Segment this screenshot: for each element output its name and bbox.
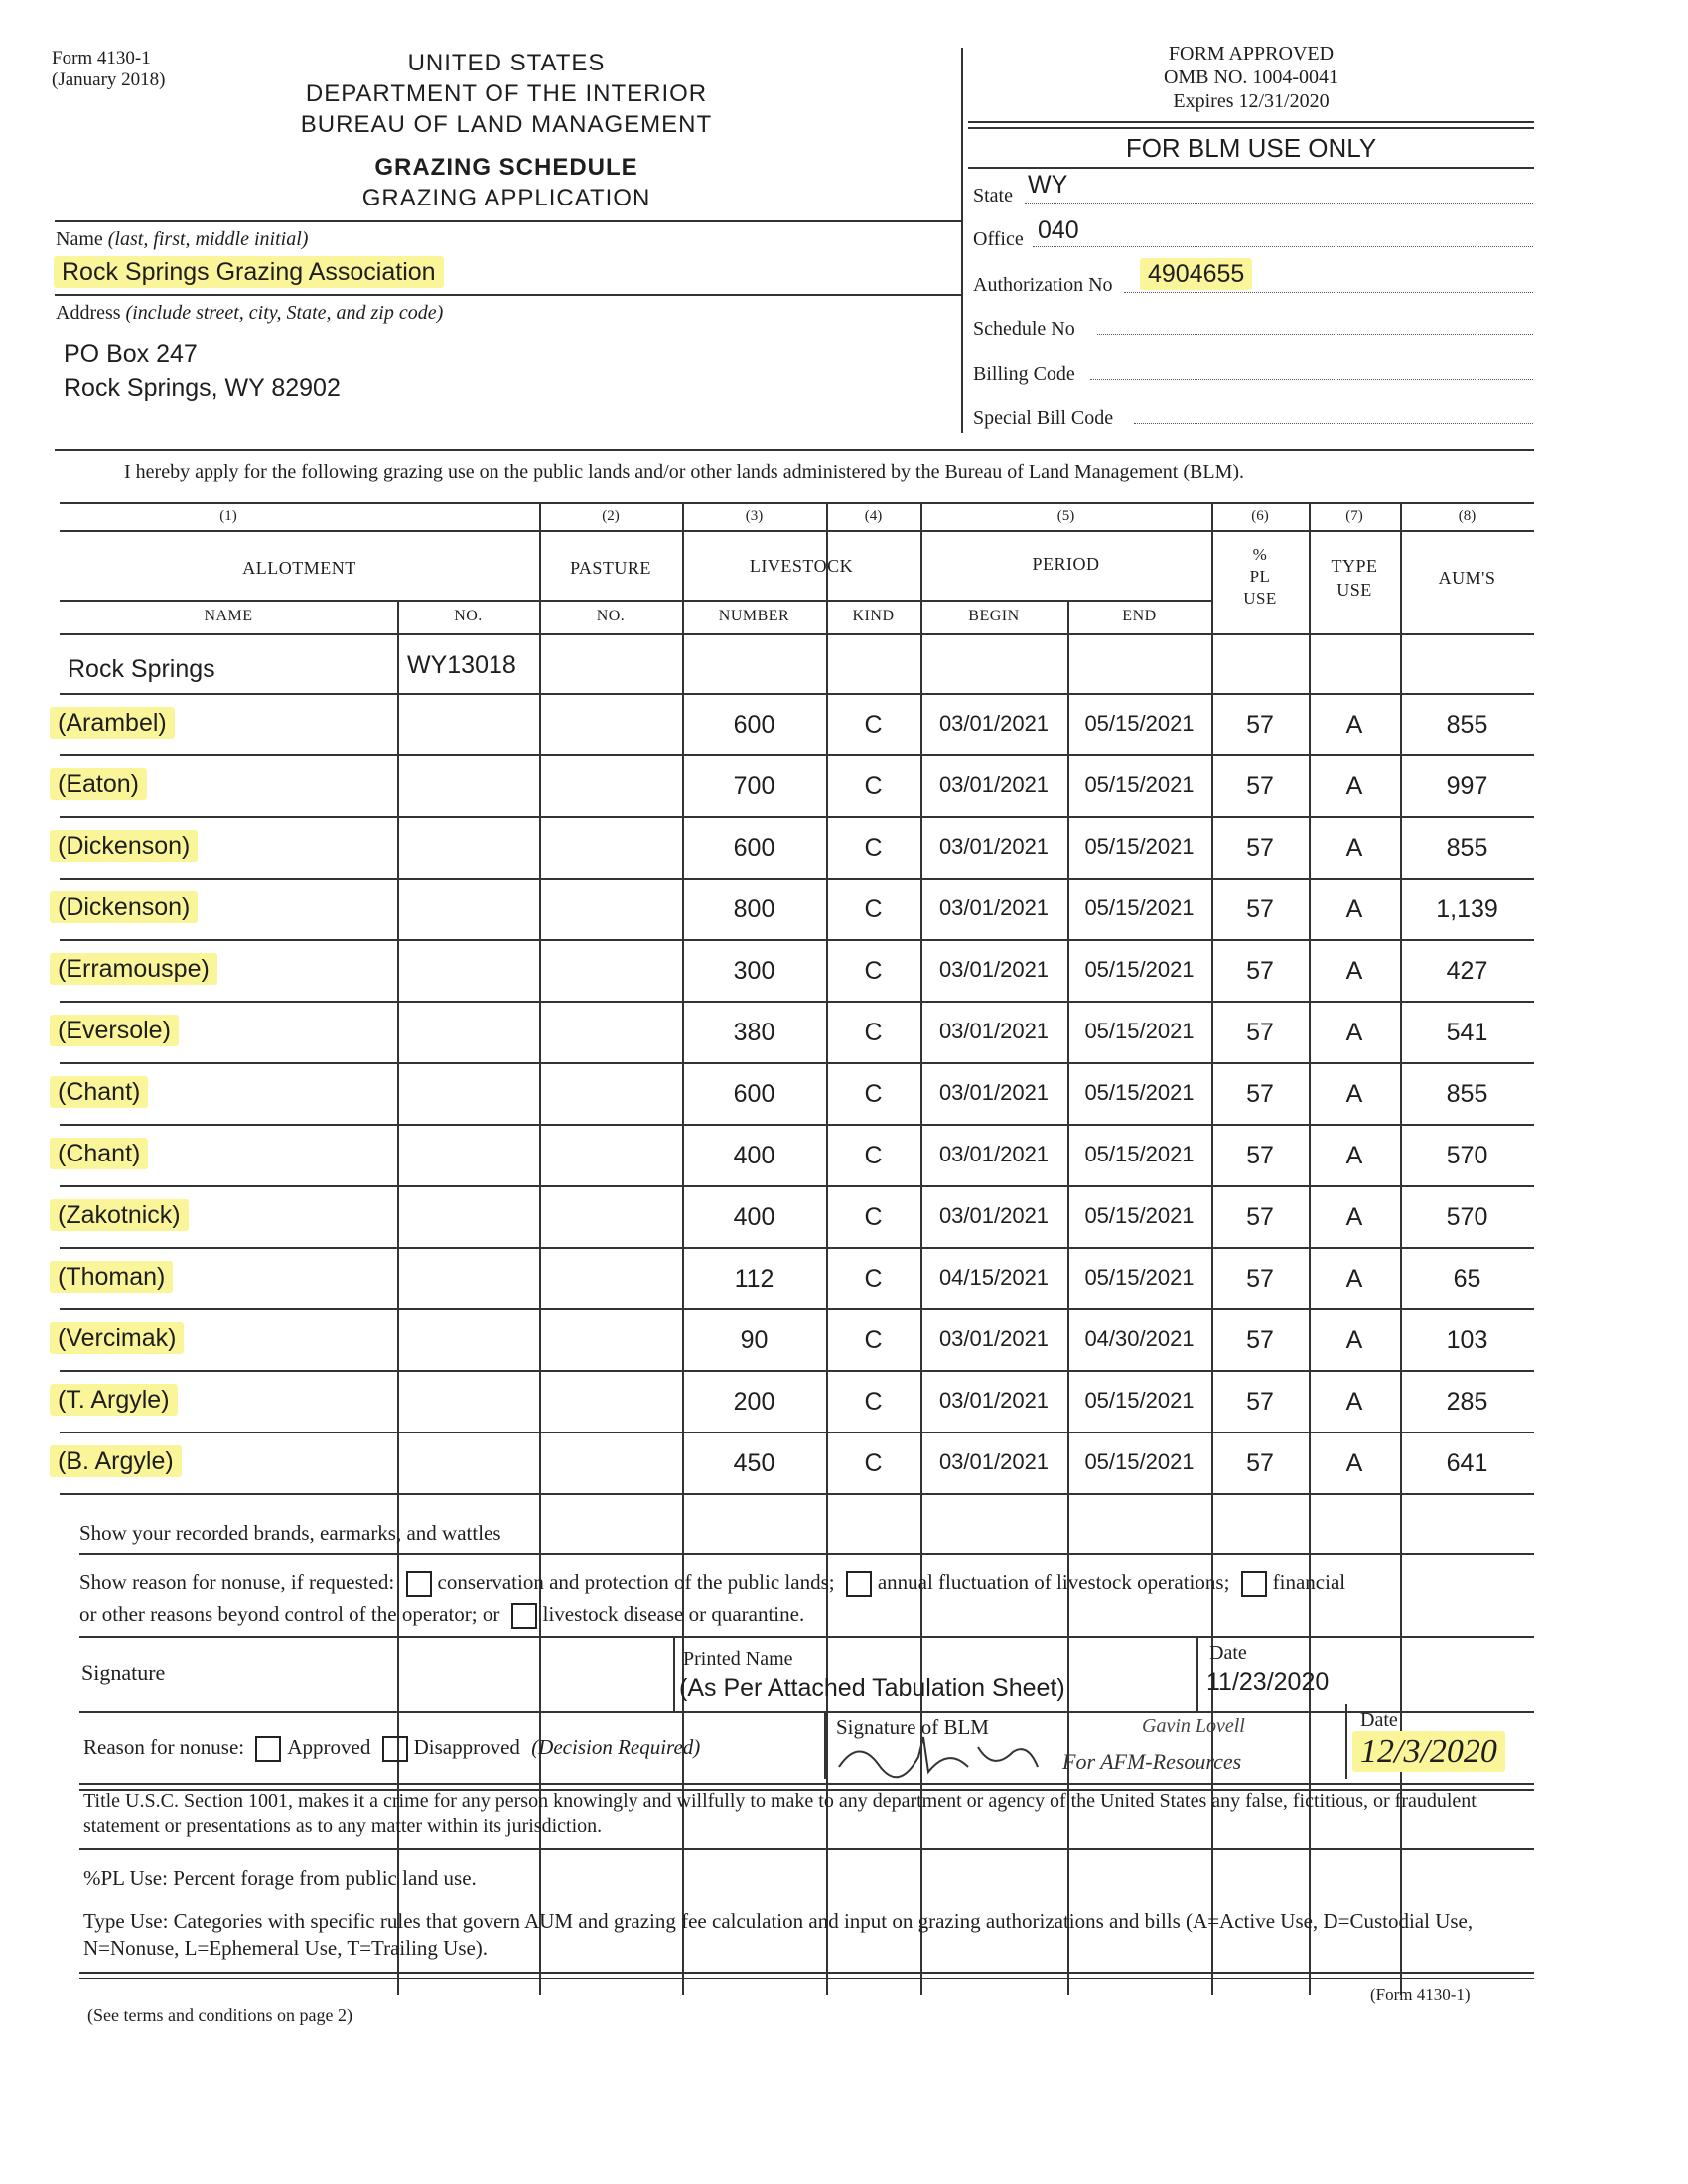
- state-line: [1025, 203, 1533, 204]
- grid-line: [60, 1370, 1534, 1372]
- cell-pl: 57: [1246, 895, 1274, 923]
- name-hint: (last, first, middle initial): [107, 228, 309, 250]
- rule: [55, 449, 1534, 451]
- nonuse-block: [79, 1567, 1345, 1630]
- approval-line-1: FORM APPROVED: [1168, 43, 1335, 65]
- conservation-label: conservation and protection of the public lands;: [437, 1570, 835, 1594]
- grid-col: [1067, 600, 1069, 1995]
- header-allotment: ALLOTMENT: [242, 558, 356, 578]
- cell-type: A: [1345, 895, 1363, 923]
- applicant-name: Rock Springs Grazing Association: [54, 258, 444, 287]
- pasture-name: (Dickenson): [50, 893, 198, 922]
- header-divider: [961, 48, 963, 433]
- pasture-name: (Dickenson): [50, 832, 198, 861]
- grid-col: [673, 1638, 675, 1711]
- cell-begin: 04/15/2021: [938, 1265, 1050, 1290]
- cell-aums: 570: [1446, 1142, 1488, 1169]
- office-value: 040: [1038, 216, 1079, 244]
- rule: [79, 1972, 1534, 1974]
- cell-number: 600: [733, 711, 775, 739]
- grid-line: [60, 939, 1534, 941]
- grid-line: [60, 633, 1534, 635]
- cell-end: 04/30/2021: [1084, 1326, 1195, 1351]
- form-title-2: GRAZING APPLICATION: [361, 185, 651, 211]
- agency-line-3: BUREAU OF LAND MANAGEMENT: [300, 111, 713, 138]
- cell-aums: 855: [1446, 711, 1488, 739]
- form-date: (January 2018): [52, 69, 166, 90]
- subheader-end: END: [1122, 608, 1157, 624]
- grid-line: [60, 816, 1534, 818]
- nonuse-other: or other reasons beyond control of the operator; or: [79, 1602, 500, 1626]
- cell-aums: 570: [1446, 1203, 1488, 1231]
- cell-type: A: [1345, 1142, 1363, 1169]
- form-id-block: [52, 48, 166, 91]
- cell-pl: 57: [1246, 1080, 1274, 1108]
- cell-pl: 57: [1246, 1449, 1274, 1477]
- col-num-5: (5): [1056, 508, 1075, 524]
- fluctuation-label: annual fluctuation of livestock operations;: [877, 1570, 1230, 1594]
- authorization-line: [1124, 292, 1533, 293]
- col-num-6: (6): [1251, 508, 1269, 524]
- grid-col: [824, 1711, 826, 1779]
- sig-date-label: Date: [1209, 1642, 1247, 1664]
- cell-begin: 03/01/2021: [938, 711, 1050, 736]
- header-type: TYPE: [1331, 556, 1378, 576]
- cell-kind: C: [864, 957, 883, 985]
- disease-checkbox[interactable]: [511, 1603, 537, 1629]
- cell-aums: 641: [1446, 1449, 1488, 1477]
- cell-type: A: [1345, 834, 1363, 862]
- cell-kind: C: [864, 1019, 883, 1046]
- pl-use-note: %PL Use: Percent forage from public land use.: [83, 1866, 477, 1890]
- grid-col: [539, 502, 541, 1995]
- blm-date-value: 12/3/2020: [1352, 1733, 1505, 1771]
- cell-aums: 1,139: [1436, 895, 1498, 923]
- cell-end: 05/15/2021: [1084, 1265, 1195, 1290]
- cell-kind: C: [864, 834, 883, 862]
- address-line-1: PO Box 247: [64, 341, 198, 368]
- blm-signer-name: Gavin Lovell: [1142, 1715, 1245, 1737]
- name-label-block: [56, 228, 308, 251]
- cell-aums: 855: [1446, 834, 1488, 862]
- cell-kind: C: [864, 1326, 883, 1354]
- header-pl-use: [1211, 544, 1309, 610]
- cell-type: A: [1345, 1388, 1363, 1416]
- cell-kind: C: [864, 1203, 883, 1231]
- cell-aums: 65: [1453, 1265, 1481, 1293]
- grid-line: [60, 1062, 1534, 1064]
- cell-number: 112: [734, 1265, 774, 1293]
- allotment-no: WY13018: [407, 651, 516, 679]
- cell-pl: 57: [1246, 1388, 1274, 1416]
- header-period: PERIOD: [1032, 554, 1100, 574]
- cell-pl: 57: [1246, 1203, 1274, 1231]
- rule: [968, 167, 1534, 169]
- rule: [79, 1711, 1534, 1713]
- cell-begin: 03/01/2021: [938, 1019, 1050, 1043]
- grid-line: [60, 1185, 1534, 1187]
- authorization-value: 4904655: [1140, 260, 1252, 289]
- subheader-number: NUMBER: [718, 608, 790, 624]
- legal-notice: Title U.S.C. Section 1001, makes it a crime for any person knowingly and willfully to make to any department or agency of the United States any false, fictitious, or fraudulent statement or presentations as to any matter within its jurisdiction.: [83, 1790, 1477, 1837]
- grid-line: [60, 878, 1534, 880]
- pasture-name: (Thoman): [50, 1263, 173, 1292]
- cell-number: 700: [733, 772, 775, 800]
- schedule-label: Schedule No: [973, 318, 1075, 340]
- pasture-name: (Chant): [50, 1140, 148, 1168]
- cell-number: 90: [740, 1326, 769, 1354]
- blm-use-heading: FOR BLM USE ONLY: [1125, 133, 1377, 163]
- col-num-3: (3): [745, 508, 764, 524]
- col-num-7: (7): [1345, 508, 1363, 524]
- approval-line-3: Expires 12/31/2020: [1173, 90, 1330, 112]
- cell-type: A: [1345, 1203, 1363, 1231]
- cell-end: 05/15/2021: [1084, 834, 1195, 859]
- cell-begin: 03/01/2021: [938, 895, 1050, 920]
- form-title-1: GRAZING SCHEDULE: [374, 154, 638, 181]
- rule: [968, 127, 1534, 129]
- subheader-begin: BEGIN: [968, 608, 1020, 624]
- header-livestock: LIVESTOCK: [749, 556, 854, 576]
- allotment-name: Rock Springs: [68, 655, 215, 683]
- grid-line: [60, 754, 1534, 756]
- agency-line-1: UNITED STATES: [407, 50, 606, 76]
- cell-kind: C: [864, 1080, 883, 1108]
- pasture-name: (B. Argyle): [50, 1447, 182, 1476]
- cell-begin: 03/01/2021: [938, 1142, 1050, 1166]
- cell-number: 600: [733, 1080, 775, 1108]
- rule: [79, 1553, 1534, 1555]
- cell-pl: 57: [1246, 1326, 1274, 1354]
- pasture-name: (Arambel): [50, 709, 175, 738]
- cell-kind: C: [864, 772, 883, 800]
- rule: [79, 1636, 1534, 1638]
- cell-kind: C: [864, 1449, 883, 1477]
- header-aums: AUM'S: [1438, 568, 1496, 588]
- subheader-name: NAME: [204, 608, 253, 624]
- grid-line: [60, 1001, 1534, 1003]
- cell-pl: 57: [1246, 834, 1274, 862]
- fluctuation-checkbox[interactable]: [846, 1571, 872, 1597]
- cell-pl: 57: [1246, 1142, 1274, 1169]
- disease-label: livestock disease or quarantine.: [542, 1602, 805, 1626]
- cell-number: 300: [733, 957, 775, 985]
- decision-required: (Decision Required): [531, 1735, 701, 1759]
- header-pl-use-word: USE: [1243, 589, 1277, 608]
- cell-pl: 57: [1246, 711, 1274, 739]
- cell-type: A: [1345, 1265, 1363, 1293]
- cell-number: 200: [733, 1388, 775, 1416]
- approved-label: Approved: [287, 1735, 371, 1759]
- blm-date-label: Date: [1360, 1709, 1398, 1731]
- agency-line-2: DEPARTMENT OF THE INTERIOR: [305, 80, 708, 107]
- cell-begin: 03/01/2021: [938, 957, 1050, 982]
- cell-pl: 57: [1246, 957, 1274, 985]
- pasture-name: (Vercimak): [50, 1324, 184, 1353]
- col-num-2: (2): [602, 508, 620, 524]
- state-value: WY: [1028, 171, 1068, 199]
- decision-block: [83, 1735, 700, 1762]
- cell-number: 400: [733, 1203, 775, 1231]
- cell-end: 05/15/2021: [1084, 1080, 1195, 1105]
- cell-type: A: [1345, 711, 1363, 739]
- cell-begin: 03/01/2021: [938, 1449, 1050, 1474]
- subheader-kind: KIND: [852, 608, 895, 624]
- cell-aums: 427: [1446, 957, 1488, 985]
- address-line-2: Rock Springs, WY 82902: [64, 374, 341, 402]
- pasture-name: (Eversole): [50, 1017, 179, 1045]
- cell-kind: C: [864, 1388, 883, 1416]
- cell-kind: C: [864, 1142, 883, 1169]
- cell-pl: 57: [1246, 772, 1274, 800]
- col-num-8: (8): [1458, 508, 1477, 524]
- grid-col: [1196, 1638, 1198, 1711]
- approved-checkbox[interactable]: [255, 1736, 281, 1762]
- cell-type: A: [1345, 957, 1363, 985]
- terms-note: (See terms and conditions on page 2): [87, 2005, 352, 2025]
- grid-line: [60, 502, 1534, 504]
- cell-number: 450: [733, 1449, 775, 1477]
- pasture-name: (Eaton): [50, 770, 147, 799]
- office-label: Office: [973, 228, 1024, 250]
- cell-type: A: [1345, 772, 1363, 800]
- grid-line: [60, 1247, 1534, 1249]
- rule: [79, 1978, 1534, 1979]
- name-label: Name: [56, 228, 103, 250]
- cell-end: 05/15/2021: [1084, 1449, 1195, 1474]
- disapproved-checkbox[interactable]: [382, 1736, 408, 1762]
- schedule-line: [1097, 334, 1533, 335]
- pasture-name: (Chant): [50, 1078, 148, 1107]
- header-type-use: [1309, 554, 1400, 602]
- rule: [968, 121, 1534, 123]
- blm-signature-label: Signature of BLM: [836, 1715, 989, 1739]
- cell-end: 05/15/2021: [1084, 1019, 1195, 1043]
- cell-end: 05/15/2021: [1084, 772, 1195, 797]
- subheader-no: NO.: [454, 608, 483, 624]
- nonuse-intro: Show reason for nonuse, if requested:: [79, 1570, 395, 1594]
- pasture-name: (T. Argyle): [50, 1386, 178, 1415]
- agency-block: [278, 48, 735, 213]
- cell-end: 05/15/2021: [1084, 895, 1195, 920]
- rule: [79, 1848, 1534, 1850]
- rule: [79, 1783, 1534, 1785]
- printed-name-label: Printed Name: [683, 1648, 793, 1670]
- address-hint: (include street, city, State, and zip code): [125, 302, 444, 324]
- financial-label: financial: [1272, 1570, 1346, 1594]
- header-pasture: PASTURE: [570, 558, 651, 578]
- cell-aums: 285: [1446, 1388, 1488, 1416]
- cell-number: 380: [733, 1019, 775, 1046]
- cell-end: 05/15/2021: [1084, 957, 1195, 982]
- approval-block: [1092, 42, 1410, 113]
- state-label: State: [973, 185, 1013, 206]
- col-num-4: (4): [864, 508, 883, 524]
- header-pl-pct: %: [1252, 545, 1268, 564]
- reason-nonuse-label: Reason for nonuse:: [83, 1735, 245, 1759]
- cell-number: 800: [733, 895, 775, 923]
- cell-kind: C: [864, 1265, 883, 1293]
- cell-aums: 103: [1446, 1326, 1488, 1354]
- grid-line: [60, 600, 1211, 602]
- cell-begin: 03/01/2021: [938, 1326, 1050, 1351]
- cell-begin: 03/01/2021: [938, 772, 1050, 797]
- address-label-block: [56, 302, 443, 325]
- cell-end: 05/15/2021: [1084, 711, 1195, 736]
- subheader-pasture-no: NO.: [596, 608, 626, 624]
- signature-label: Signature: [81, 1660, 166, 1685]
- pasture-name: (Erramouspe): [50, 955, 217, 984]
- grid-line: [60, 693, 1534, 695]
- billing-line: [1090, 379, 1533, 380]
- col-num-1: (1): [219, 508, 237, 524]
- grid-line: [60, 1432, 1534, 1433]
- cell-begin: 03/01/2021: [938, 1080, 1050, 1105]
- cell-aums: 997: [1446, 772, 1488, 800]
- cell-type: A: [1345, 1326, 1363, 1354]
- cell-kind: C: [864, 711, 883, 739]
- cell-aums: 855: [1446, 1080, 1488, 1108]
- sig-date-value: 11/23/2020: [1206, 1668, 1330, 1696]
- header-pl: PL: [1249, 567, 1271, 586]
- rule: [55, 294, 961, 296]
- cell-begin: 03/01/2021: [938, 1203, 1050, 1228]
- grid-line: [60, 1493, 1534, 1495]
- grid-col: [1345, 1704, 1347, 1779]
- cell-number: 600: [733, 834, 775, 862]
- office-line: [1033, 246, 1533, 247]
- address-label: Address: [56, 302, 121, 324]
- blm-signature-scribble: [829, 1727, 1067, 1783]
- grid-col: [397, 602, 399, 1995]
- form-footer: (Form 4130-1): [1370, 1985, 1471, 2004]
- cell-type: A: [1345, 1080, 1363, 1108]
- brands-text: Show your recorded brands, earmarks, and wattles: [79, 1521, 501, 1545]
- form-id: Form 4130-1: [52, 48, 151, 68]
- disapproved-label: Disapproved: [413, 1735, 520, 1759]
- apply-statement: I hereby apply for the following grazing use on the public lands and/or other lands administered by the Bureau of Land Management (BLM).: [124, 461, 1245, 482]
- special-bill-line: [1134, 423, 1533, 424]
- approval-line-2: OMB NO. 1004-0041: [1163, 67, 1339, 88]
- cell-end: 05/15/2021: [1084, 1203, 1195, 1228]
- cell-kind: C: [864, 895, 883, 923]
- special-bill-label: Special Bill Code: [973, 407, 1114, 429]
- authorization-label: Authorization No: [973, 274, 1113, 296]
- cell-pl: 57: [1246, 1019, 1274, 1046]
- type-use-note: Type Use: Categories with specific rules that govern AUM and grazing fee calculation and input on grazing authorizations and bills (A=Active Use, D=Custodial Use, N=Nonuse, L=Ephemeral Use, T=Trailing Use).: [83, 1909, 1474, 1960]
- cell-type: A: [1345, 1449, 1363, 1477]
- cell-number: 400: [733, 1142, 775, 1169]
- cell-pl: 57: [1246, 1265, 1274, 1293]
- cell-type: A: [1345, 1019, 1363, 1046]
- printed-name-value: (As Per Attached Tabulation Sheet): [679, 1674, 1065, 1702]
- pasture-name: (Zakotnick): [50, 1201, 189, 1230]
- grid-line: [60, 1124, 1534, 1126]
- cell-begin: 03/01/2021: [938, 1388, 1050, 1413]
- cell-aums: 541: [1446, 1019, 1488, 1046]
- cell-begin: 03/01/2021: [938, 834, 1050, 859]
- conservation-checkbox[interactable]: [406, 1571, 432, 1597]
- blm-signature-for: For AFM-Resources: [1062, 1749, 1242, 1774]
- cell-end: 05/15/2021: [1084, 1388, 1195, 1413]
- financial-checkbox[interactable]: [1241, 1571, 1267, 1597]
- grid-line: [60, 1308, 1534, 1310]
- cell-end: 05/15/2021: [1084, 1142, 1195, 1166]
- grid-line: [60, 530, 1534, 532]
- billing-label: Billing Code: [973, 363, 1075, 385]
- address-block: [64, 338, 341, 405]
- rule: [55, 220, 961, 222]
- header-type-use-word: USE: [1336, 580, 1372, 600]
